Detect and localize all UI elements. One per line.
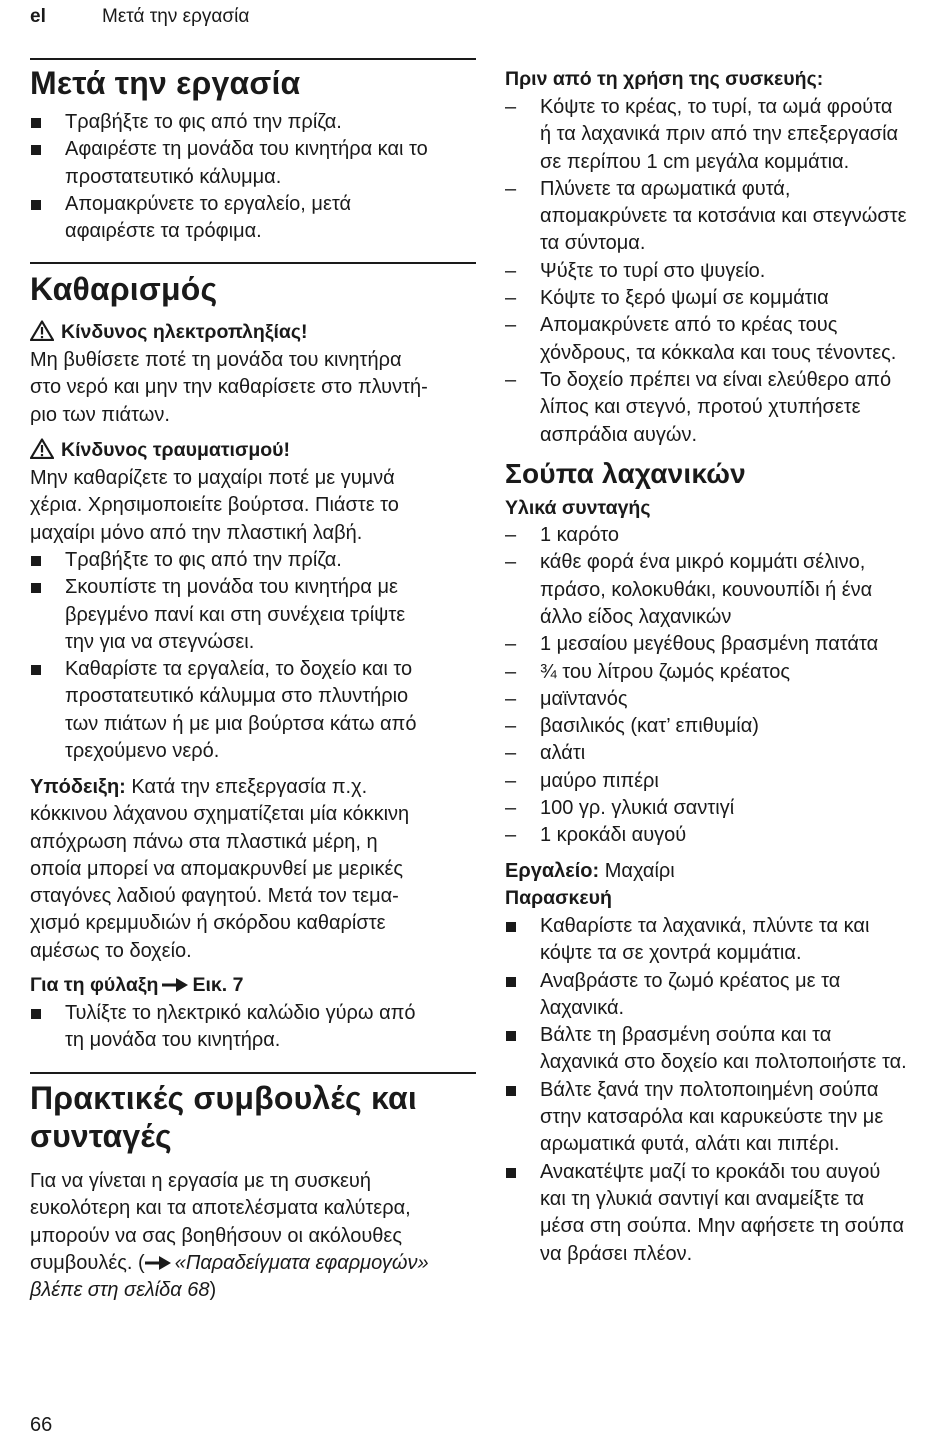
list-item-text [65, 191, 351, 246]
text-line: Το δοχείο πρέπει να είναι ελεύθερο από [540, 369, 892, 391]
dash-marker: – [505, 742, 517, 765]
text-line: Κόψτε το ξερό ψωμί σε κομμάτια [540, 287, 829, 310]
text-line: 1 μεσαίου μεγέθους βρασμένη πατάτα [540, 633, 879, 656]
text-line: πράσο, κολοκυθάκι, κουνουπίδι ή ένα [540, 578, 873, 601]
dash-marker: – [505, 259, 517, 282]
language-code: el [30, 6, 46, 27]
list-item-text [540, 1159, 904, 1268]
bullet-square-icon [30, 109, 64, 136]
text-line: ριο των πιάτων. [30, 403, 170, 426]
dash-marker: – [505, 551, 517, 574]
section-rule [30, 58, 476, 60]
bullet-square-icon [505, 1159, 539, 1186]
text-line: ασπράδια αυγών. [540, 423, 698, 446]
list-item-text [540, 258, 765, 285]
text-fragment: ) [209, 1279, 217, 1302]
tool-line [505, 858, 675, 885]
dash-marker: – [505, 633, 517, 656]
text-line: κόψτε τα σε χοντρά κομμάτια. [540, 942, 802, 965]
list-item-text [540, 1077, 883, 1159]
bullet-square-icon [30, 1000, 64, 1027]
bullet-square-icon [30, 136, 64, 163]
warning-triangle-icon [30, 438, 54, 459]
bullet-square-icon [30, 547, 64, 574]
text-line: βασιλικός (κατ’ επιθυμία) [540, 715, 759, 738]
text-line: Βάλτε ξανά την πολτοποιημένη σούπα [540, 1078, 879, 1101]
text-line: χισμό κρεμμυδιών ή σκόρδου καθαρίστε [30, 912, 386, 935]
text-line: Ψύξτε το τυρί στο ψυγείο. [540, 259, 766, 282]
text-line: οποία μπορεί να απομακρυνθεί με μερικές [30, 857, 404, 880]
list-item-text [65, 574, 405, 656]
before-use-heading: Πριν από τη χρήση της συσκευής: [505, 68, 824, 90]
list-item-text [540, 686, 627, 713]
running-header [30, 6, 249, 28]
list-item-text [540, 913, 869, 968]
dash-marker: – [505, 287, 517, 310]
text-line: Απομακρύνετε το εργαλείο, μετά [65, 192, 352, 215]
text-line: προστατευτικό κάλυμμα. [65, 165, 282, 188]
bullet-square-icon [505, 968, 539, 995]
section-rule [30, 262, 476, 264]
heading-line: συνταγές [30, 1118, 172, 1154]
text-line: ¾ του λίτρου ζωμός κρέατος [540, 660, 790, 683]
text-line: Κόψτε το κρέας, το τυρί, τα ωμά φρούτα [540, 96, 893, 118]
storage-figure-ref: Εικ. 7 [192, 974, 244, 996]
text-line: σε περίπου 1 cm μεγάλα κομμάτια. [540, 150, 850, 173]
text-line: κάθε φορά ένα μικρό κομμάτι σέλινο, [540, 551, 866, 574]
text-line: μπορούν να σας βοηθήσουν οι ακόλουθες [30, 1224, 402, 1247]
text-line: Μην καθαρίζετε το μαχαίρι ποτέ με γυμνά [30, 467, 395, 489]
text-line: Αφαιρέστε τη μονάδα του κινητήρα και το [65, 138, 428, 161]
list-item-text [540, 740, 585, 767]
bullet-square-icon [30, 656, 64, 683]
cleaning-note [30, 774, 409, 965]
dash-marker: – [505, 797, 517, 819]
text-line: Βάλτε τη βρασμένη σούπα και τα [540, 1024, 832, 1047]
storage-title: Για τη φύλαξη [30, 974, 159, 996]
list-item-text [540, 713, 759, 740]
text-fragment: συμβουλές. ( [30, 1251, 145, 1274]
bullet-square-icon [505, 1077, 539, 1104]
text-line: Καθαρίστε τα λαχανικά, πλύντε τα και [540, 915, 870, 937]
text-line: στην κατσαρόλα και καρυκεύστε την με [540, 1106, 884, 1129]
text-line: Τραβήξτε το φις από την πρίζα. [65, 111, 342, 133]
list-item-text [540, 968, 840, 1023]
tool-value: Μαχαίρι [599, 860, 675, 882]
dash-marker: – [505, 687, 517, 710]
dash-marker: – [505, 524, 517, 546]
text-line: και τη γλυκιά σαντιγί και αναμείξτε τα [540, 1187, 865, 1210]
list-item-text [65, 109, 342, 136]
dash-marker: – [505, 824, 517, 847]
text-line: τα σύντομα. [540, 232, 646, 255]
arrow-right-icon [145, 1256, 171, 1270]
text-line: άλλο είδος λαχανικών [540, 605, 732, 628]
text-line: 100 γρ. γλυκιά σαντιγί [540, 797, 735, 819]
text-line: τρεχούμενο νερό. [65, 740, 220, 763]
storage-heading [30, 972, 243, 999]
text-line: Σκουπίστε τη μονάδα του κινητήρα με [65, 576, 398, 599]
warning-triangle-icon [30, 320, 54, 341]
text-line: Απομακρύνετε από το κρέας τους [540, 314, 838, 337]
list-item-text [540, 367, 891, 449]
text-line: προστατευτικό κάλυμμα στο πλυντήριο [65, 685, 409, 708]
list-item-text [540, 795, 734, 822]
text-line: Τυλίξτε το ηλεκτρικό καλώδιο γύρω από [65, 1002, 416, 1024]
cross-reference-link[interactable]: «Παραδείγματα εφαρμογών» [174, 1251, 429, 1274]
text-line: απομακρύνετε τα κοτσάνια και στεγνώστε [540, 205, 907, 228]
text-line: χέρια. Χρησιμοποιείτε βούρτσα. Πιάστε το [30, 494, 399, 517]
text-line: Μη βυθίσετε ποτέ τη μονάδα του κινητήρα [30, 349, 402, 371]
note-label: Υπόδειξη: [30, 776, 126, 798]
list-item-text [540, 768, 659, 795]
text-line: τη μονάδα του κινητήρα. [65, 1029, 281, 1052]
note-first-text: Κατά την επεξεργασία π.χ. [125, 776, 368, 798]
text-line: μαχαίρι μόνο από την πλαστική λαβή. [30, 521, 363, 544]
note-first-line [30, 774, 409, 801]
list-item-text [540, 822, 686, 849]
warning-heading-injury [30, 437, 290, 464]
text-line: λαχανικά. [540, 996, 625, 1019]
dash-marker: – [505, 769, 517, 792]
list-item-text [65, 656, 416, 765]
dash-marker: – [505, 660, 517, 683]
text-line: να βράσει πλέον. [540, 1242, 693, 1265]
text-line: ευκολότερη και τα αποτελέσματα καλύτερα, [30, 1197, 411, 1220]
dash-marker: – [505, 177, 517, 200]
tips-intro-last-line [30, 1250, 429, 1277]
list-item-text [540, 659, 790, 686]
section-heading-soup: Σούπα λαχανικών [505, 458, 746, 489]
text-line: λαχανικά στο δοχείο και πολτοποιήστε τα. [540, 1051, 907, 1074]
text-line: 1 κροκάδι αυγού [540, 824, 687, 847]
bullet-square-icon [30, 574, 64, 601]
section-heading-cleaning: Καθαρισμός [30, 271, 218, 307]
text-line: μαύρο πιπέρι [540, 769, 659, 792]
heading-line: Πρακτικές συμβουλές και [30, 1080, 417, 1116]
text-line: απόχρωση πάνω στα πλαστικά μέρη, η [30, 830, 378, 853]
text-line: 1 καρότο [540, 524, 619, 546]
text-line: Τραβήξτε το φις από την πρίζα. [65, 549, 342, 571]
text-line: ή τα λαχανικά πριν από την επεξεργασία [540, 123, 899, 146]
text-line: την για να στεγνώσει. [65, 630, 255, 653]
text-line: λίπος και στεγνό, προτού χτυπήσετε [540, 396, 861, 419]
dash-marker: – [505, 715, 517, 738]
list-item-text [65, 136, 428, 191]
list-item-text [540, 631, 878, 658]
list-item-text [65, 547, 342, 574]
bullet-square-icon [505, 1022, 539, 1049]
text-line: χόνδρους, τα κόκκαλα και τους τένοντες. [540, 341, 897, 364]
text-line: Αναβράστε το ζωμό κρέατος με τα [540, 969, 841, 992]
page-number: 66 [30, 1414, 53, 1436]
tips-ref-line [30, 1277, 429, 1304]
text-line: αμέσως το δοχείο. [30, 939, 192, 962]
text-line: αρωματικά φυτά, αλάτι και πιπέρι. [540, 1133, 840, 1156]
text-line: κόκκινου λάχανου σχηματίζεται μία κόκκινη [30, 803, 410, 826]
list-item-text [540, 94, 898, 176]
dash-marker: – [505, 369, 517, 391]
text-line: Ανακατέψτε μαζί το κροκάδι του αυγού [540, 1160, 881, 1183]
tool-label: Εργαλείο: [505, 860, 600, 882]
text-line: των πιάτων ή με μια βούρτσα κάτω από [65, 712, 417, 735]
warning-text-injury [30, 465, 399, 547]
list-item-text [540, 549, 872, 631]
list-item-text [540, 522, 619, 549]
ingredients-heading: Υλικά συνταγής [505, 497, 651, 519]
section-heading-after-work: Μετά την εργασία [30, 65, 301, 101]
list-item-text [540, 285, 829, 312]
text-line: σταγόνες λαδιού φαγητού. Μετά τον τεμα- [30, 885, 399, 908]
warning-title-injury: Κίνδυνος τραυματισμού! [61, 439, 291, 461]
list-item-text [65, 1000, 416, 1055]
text-line: Για να γίνεται η εργασία με τη συσκευή [30, 1170, 371, 1192]
list-item-text [540, 176, 907, 258]
running-header-title: Μετά την εργασία [102, 6, 250, 27]
text-line: αφαιρέστε τα τρόφιμα. [65, 220, 262, 243]
list-item-text [540, 312, 896, 367]
bullet-square-icon [30, 191, 64, 218]
text-line: αλάτι [540, 742, 586, 765]
bullet-square-icon [505, 913, 539, 940]
text-line: βρεγμένο πανί και στη συνέχεια τρίψτε [65, 603, 406, 626]
warning-heading-electric [30, 319, 308, 346]
cross-reference-page[interactable]: βλέπε στη σελίδα 68 [30, 1279, 210, 1302]
section-heading-tips [30, 1079, 417, 1155]
dash-marker: – [505, 96, 517, 118]
section-rule [30, 1072, 476, 1074]
preparation-heading: Παρασκευή [505, 887, 612, 909]
text-line: μαϊντανός [540, 687, 628, 710]
warning-text-electric [30, 347, 428, 429]
text-line: στο νερό και μην την καθαρίσετε στο πλυντή- [30, 376, 428, 399]
list-item-text [540, 1022, 907, 1077]
text-line: Καθαρίστε τα εργαλεία, το δοχείο και το [65, 658, 413, 681]
text-line: Πλύνετε τα αρωματικά φυτά, [540, 177, 791, 200]
warning-title-electric: Κίνδυνος ηλεκτροπληξίας! [61, 321, 308, 343]
tips-intro [30, 1168, 429, 1304]
text-line: μέσα στη σούπα. Μην αφήσετε τη σούπα [540, 1215, 905, 1238]
arrow-right-icon [162, 978, 188, 992]
dash-marker: – [505, 314, 517, 337]
